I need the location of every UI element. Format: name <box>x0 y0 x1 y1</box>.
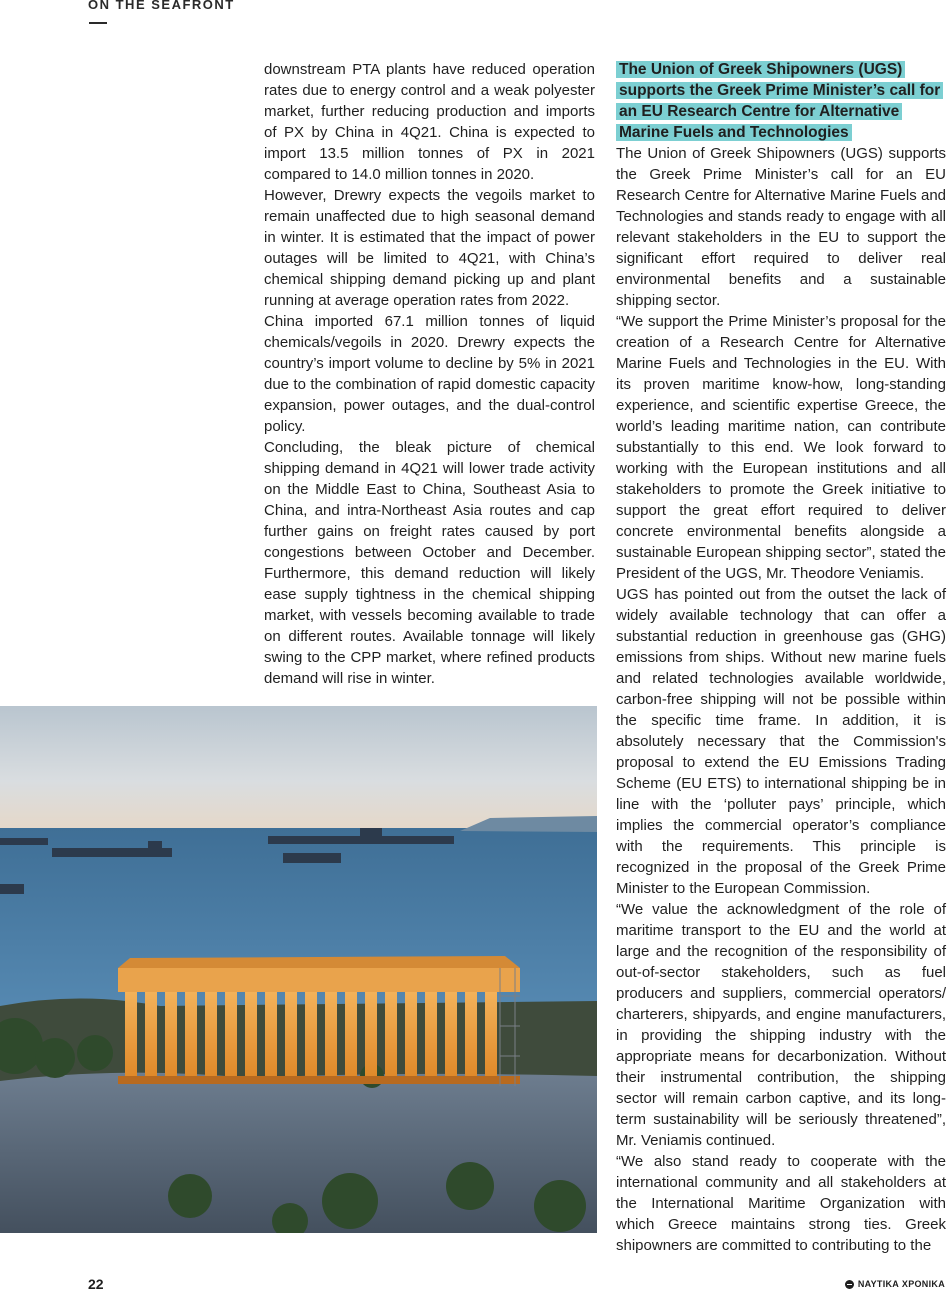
footer-brand <box>845 1279 945 1289</box>
right-paragraph: “We support the Prime Minister’s proposal for the creation of a Research Centre for Alternative Marine Fuels and Technologies in the EU. With its proven maritime know-how, long-standing experience, and scientific expertise Greece, the world’s leading maritime nation, can contribute substantially to this end. We look forward to working with the European institutions and all stakeholders to promote the Greek initiative to support the great effort required to deliver concrete environmental benefits alongside a sustainable European shipping sector”, stated the President of the UGS, Mr. Theodore Veniamis. <box>616 313 946 582</box>
brand-logo-icon <box>845 1280 854 1289</box>
right-paragraph: UGS has pointed out from the outset the lack of widely available technology that can offer a substantial reduction in greenhouse gas (GHG) emissions from ships. Without new marine fuels and related technologies available worldwide, carbon-free shipping will not be possible within the specific time frame. In addition, it is absolutely necessary that the Commission's proposal to extend the EU Emissions Trading Scheme (EU ETS) to international shipping be in line with the ‘polluter pays’ principle, which implies the commercial operator’s compliance with the requirements. This principle is recognized in the proposal of the Greek Prime Minister to the European Commission. <box>616 586 946 897</box>
headline-text: The Union of Greek Shipowners (UGS) supports the Greek Prime Minister’s call for an EU Research Centre for Alternative Marine Fuels and Technologies <box>616 61 943 141</box>
article-headline <box>616 59 946 143</box>
parthenon-photo <box>0 706 597 1233</box>
page-number: 22 <box>88 1276 104 1292</box>
left-paragraph: China imported 67.1 million tonnes of liquid chemicals/vegoils in 2020. Drewry expects the country’s import volume to decline by 5% in 2021 due to the combination of rapid domestic capacity expansion, power outages, and the dual-control policy. <box>264 313 595 435</box>
brand-name: ΝΑΥΤΙΚΑ ΧΡΟΝΙΚΑ <box>857 1279 945 1289</box>
right-column <box>616 59 946 1256</box>
left-paragraph: However, Drewry expects the vegoils market to remain unaffected due to high seasonal demand in winter. It is estimated that the impact of power outages will be limited to 4Q21, with China’s chemical shipping demand picking up and plant running at average operation rates from 2022. <box>264 187 595 309</box>
right-paragraph: The Union of Greek Shipowners (UGS) supports the Greek Prime Minister’s call for an EU Research Centre for Alternative Marine Fuels and Technologies and stands ready to engage with all relevant stakeholders in the EU to support the significant effort required to deliver real environmental benefits and a sustainable shipping sector. <box>616 145 946 309</box>
section-dash <box>89 22 107 24</box>
right-paragraph: “We value the acknowledgment of the role of maritime transport to the EU and the world at large and the recognition of the responsibility of out-of-sector stakeholders, such as fuel producers and suppliers, commercial operators/ charterers, shipyards, and engine manufacturers, in providing the shipping industry with the appropriate means for decarbonization. Without their instrumental contribution, the shipping sector will remain carbon captive, and its long-term sustainability will be seriously threatened”, Mr. Veniamis continued. <box>616 901 946 1149</box>
left-paragraph: downstream PTA plants have reduced operation rates due to energy control and a weak polyester market, further reducing production and imports of PX by China in 4Q21. China is expected to import 13.5 million tonnes of PX in 2021 compared to 14.0 million tonnes in 2020. <box>264 61 595 183</box>
sky <box>0 706 597 831</box>
right-paragraph: “We also stand ready to cooperate with the international community and all stakeholders at the International Maritime Organization with which Greece maintains strong ties. Greek shipowners are committed to contributing to the <box>616 1153 946 1254</box>
section-label: ON THE SEAFRONT <box>88 0 235 12</box>
left-paragraph: Concluding, the bleak picture of chemical shipping demand in 4Q21 will lower trade activity on the Middle East to China, Southeast Asia to China, and intra-Northeast Asia routes and cap further gains on freight rates caused by port congestions between October and December. Furthermore, this demand reduction will likely ease supply tightness in the chemical shipping market, with vessels becoming available to trade on different routes. Available tonnage will likely swing to the CPP market, where refined products demand will rise in winter. <box>264 439 595 687</box>
left-column <box>264 59 595 689</box>
